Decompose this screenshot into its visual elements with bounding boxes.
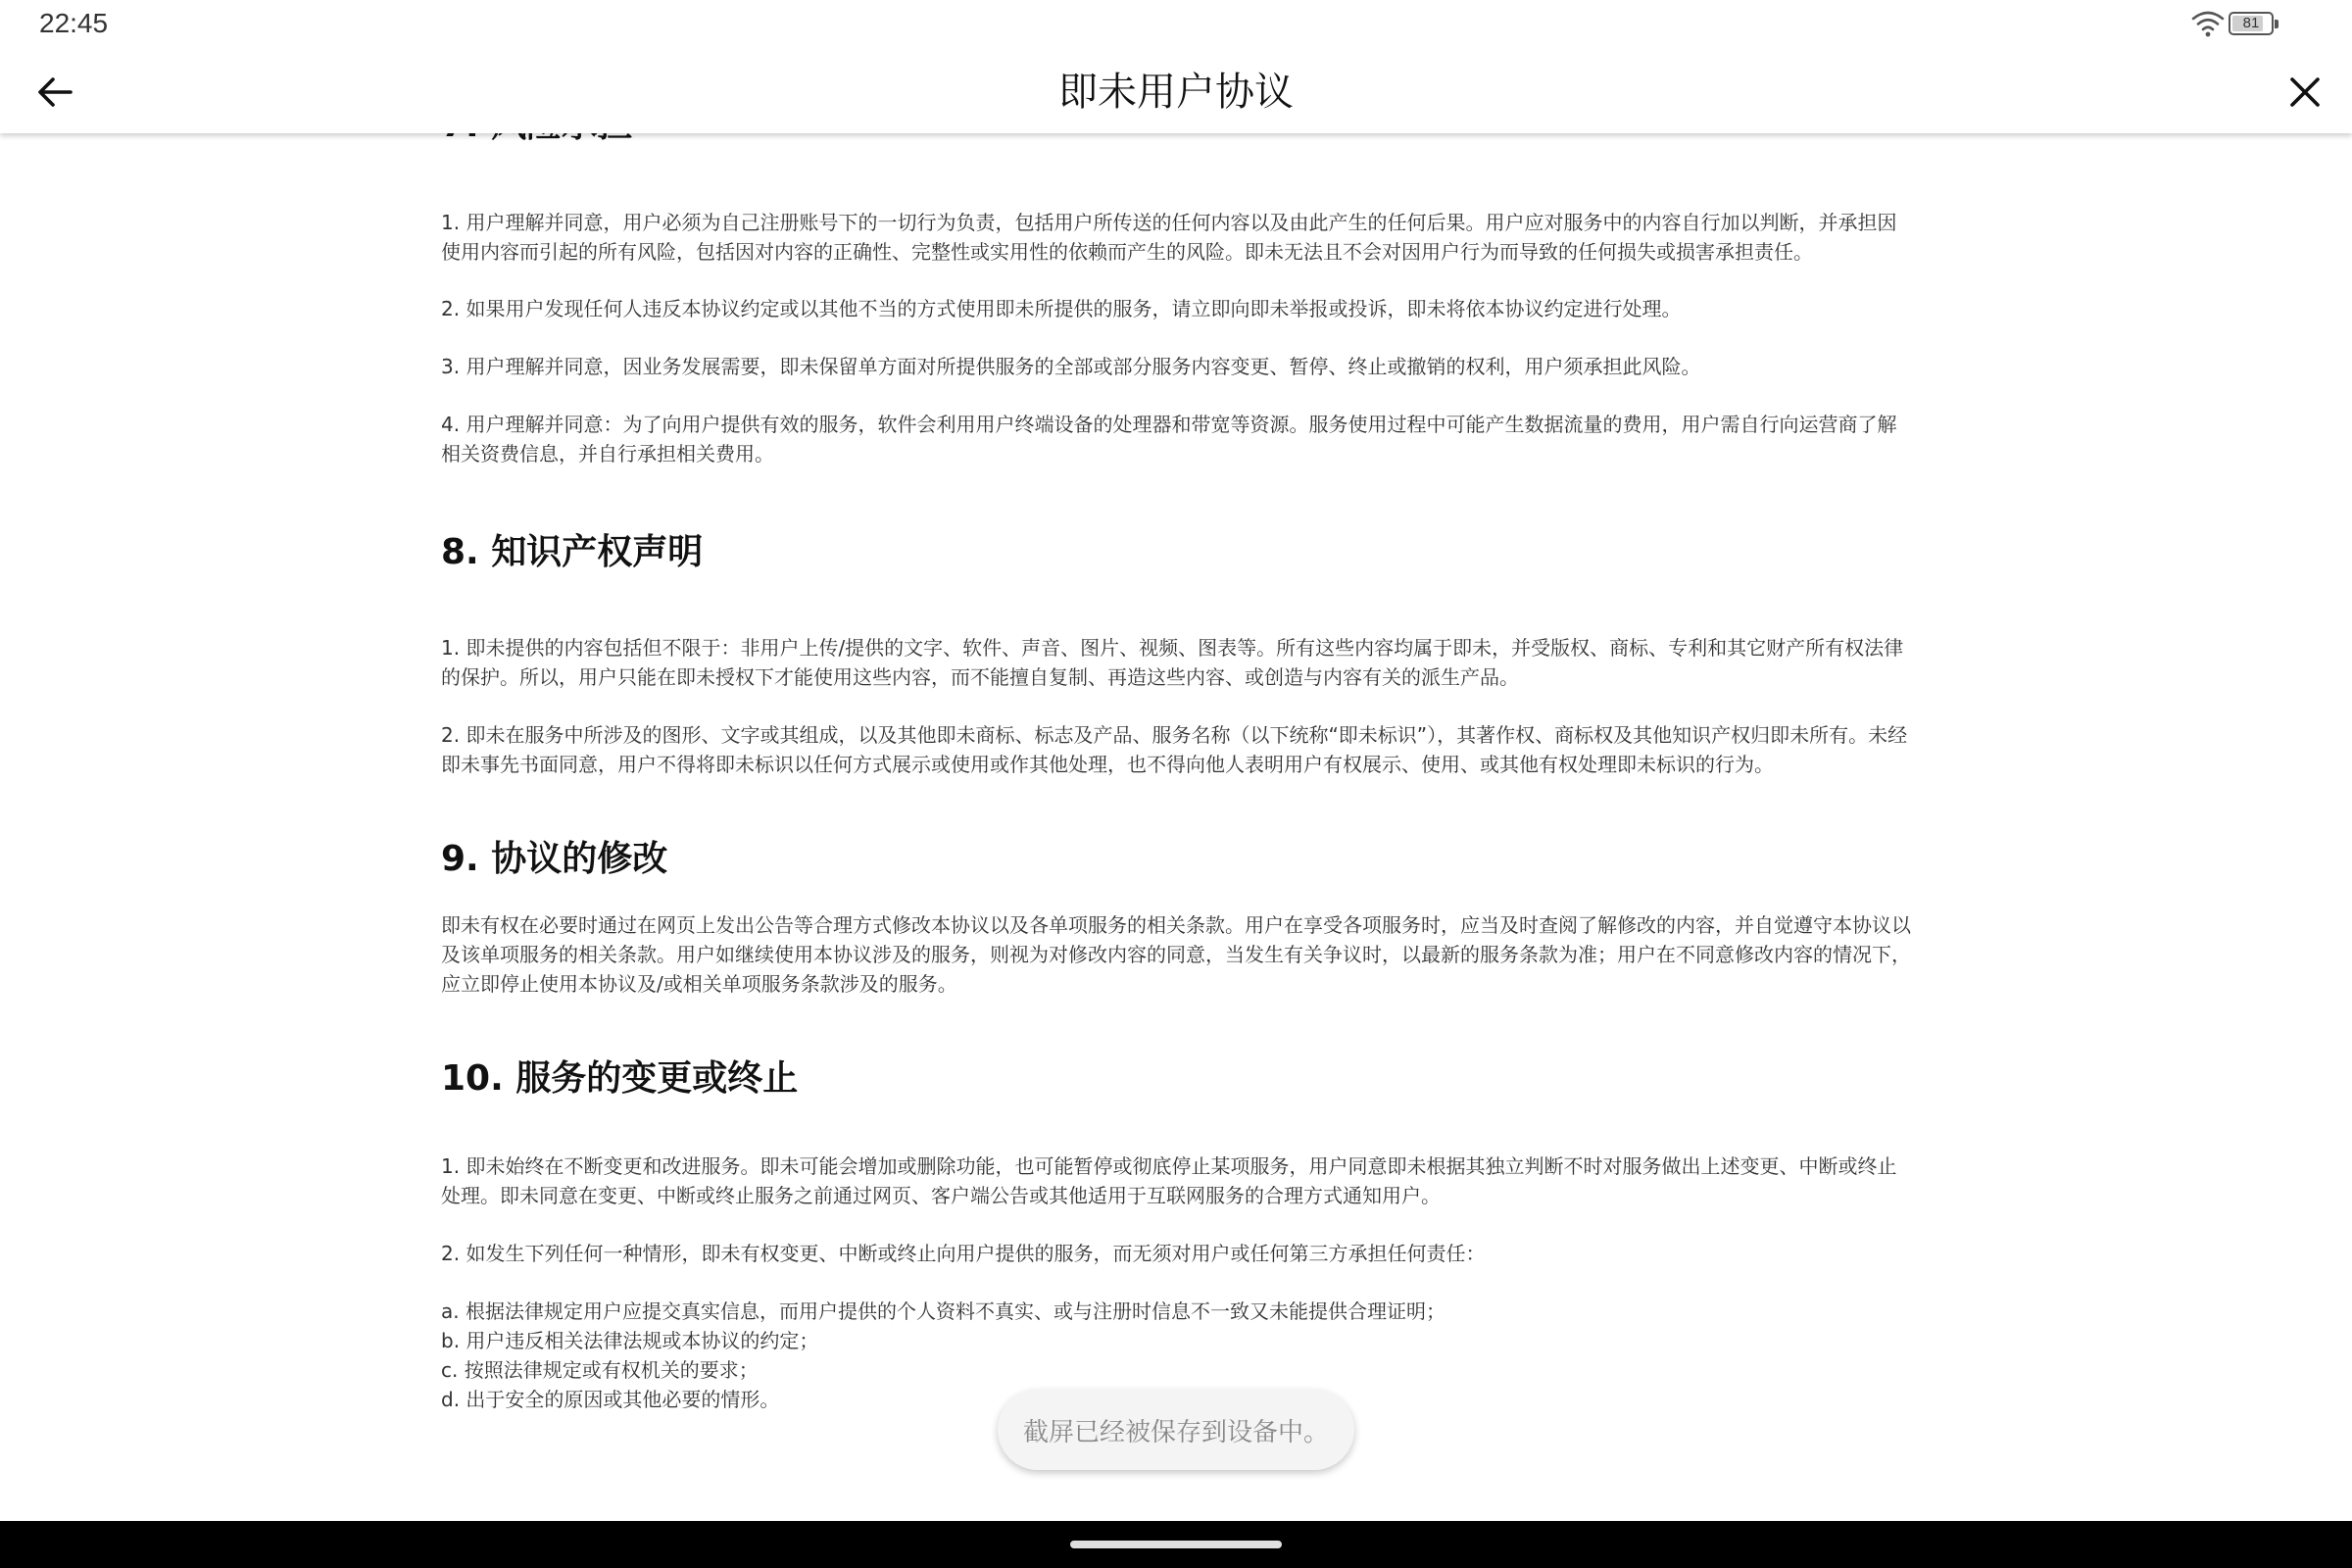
section-agreement-changes [441,838,1911,999]
section-heading: 10. 服务的变更或终止 [441,1058,799,1099]
agreement-body [441,104,1911,1414]
battery-level: 81 [2242,15,2260,31]
section-intellectual-property [441,531,1911,779]
agreement-content[interactable] [0,133,2352,1521]
section-heading: 9. 协议的修改 [441,839,668,879]
paragraph: 2. 即未在服务中所涉及的图形、文字或其组成，以及其他即未商标、标志及产品、服务名称（以下统称“即未标识”），其著作权、商标权及其他知识产权归即未所有。未经即未事先书面同意，用户不得将即未标识以任何方式展示或使用或作其他处理，也不得向他人表明用户有权展示、使用、或其他有权处理即未标识的行为。 [441,723,1908,776]
paragraph: 即未有权在必要时通过在网页上发出公告等合理方式修改本协议以及各单项服务的相关条款。用户在享受各项服务时，应当及时查阅了解修改的内容，并自觉遵守本协议以及该单项服务的相关条款。用户如继续使用本协议涉及的服务，则视为对修改内容的同意，当发生有关争议时，以最新的服务条款为准；用户在不同意修改内容的情况下，应立即停止使用本协议及/或相关单项服务条款涉及的服务。 [441,913,1911,996]
close-icon [2287,74,2323,110]
list-item: d. 出于安全的原因或其他必要的情形。 [441,1388,780,1411]
paragraph: 1. 即未提供的内容包括但不限于：非用户上传/提供的文字、软件、声音、图片、视频、图表等。所有这些内容均属于即未，并受版权、商标、专利和其它财产所有权法律的保护。所以，用户只能在即未授权下才能使用这些内容，而不能擅自复制、再造这些内容、或创造与内容有关的派生产品。 [441,636,1904,689]
paragraph: 2. 如发生下列任何一种情形，即未有权变更、中断或终止向用户提供的服务，而无须对用户或任何第三方承担任何责任： [441,1242,1486,1265]
navigation-bar [0,1521,2352,1568]
status-bar [0,0,2352,49]
page-title: 即未用户协议 [1058,70,1294,115]
list-item: a. 根据法律规定用户应提交真实信息，而用户提供的个人资料不真实、或与注册时信息不一致又未能提供合理证明； [441,1299,1446,1323]
paragraph: 4. 用户理解并同意：为了向用户提供有效的服务，软件会利用用户终端设备的处理器和带宽等资源。服务使用过程中可能产生数据流量的费用，用户需自行向运营商了解相关资费信息，并自行承担相关费用。 [441,413,1897,466]
paragraph: 2. 如果用户发现任何人违反本协议约定或以其他不当的方式使用即未所提供的服务，请立即向即未举报或投诉，即未将依本协议约定进行处理。 [441,297,1682,320]
status-time: 22:45 [39,8,109,38]
section-heading: 8. 知识产权声明 [441,532,704,572]
screenshot-saved-toast: 截屏已经被保存到设备中。 [998,1390,1354,1470]
battery-icon [2229,12,2274,35]
paragraph: 3. 用户理解并同意，因业务发展需要，即未保留单方面对所提供服务的全部或部分服务内容变更、暂停、终止或撤销的权利，用户须承担此风险。 [441,355,1701,378]
wifi-icon [2191,10,2225,37]
list-item: b. 用户违反相关法律法规或本协议的约定； [441,1329,819,1352]
section-service-termination [441,1057,1911,1414]
paragraph: 1. 用户理解并同意，用户必须为自己注册账号下的一切行为负责，包括用户所传送的任何内容以及由此产生的任何后果。用户应对服务中的内容自行加以判断，并承担因使用内容而引起的所有风险，包括因对内容的正确性、完整性或实用性的依赖而产生的风险。即未无法且不会对因用户行为而导致的任何损失或损害承担责任。 [441,211,1897,264]
section-risk [441,104,1911,468]
app-bar [0,49,2352,133]
list-item: c. 按照法律规定或有权机关的要求； [441,1358,759,1382]
close-button[interactable] [2278,65,2332,120]
home-indicator[interactable] [1070,1541,1282,1548]
paragraph: 1. 即未始终在不断变更和改进服务。即未可能会增加或删除功能，也可能暂停或彻底停止某项服务，用户同意即未根据其独立判断不时对服务做出上述变更、中断或终止处理。即未同意在变更、中断或终止服务之前通过网页、客户端公告或其他适用于互联网服务的合理方式通知用户。 [441,1154,1897,1207]
